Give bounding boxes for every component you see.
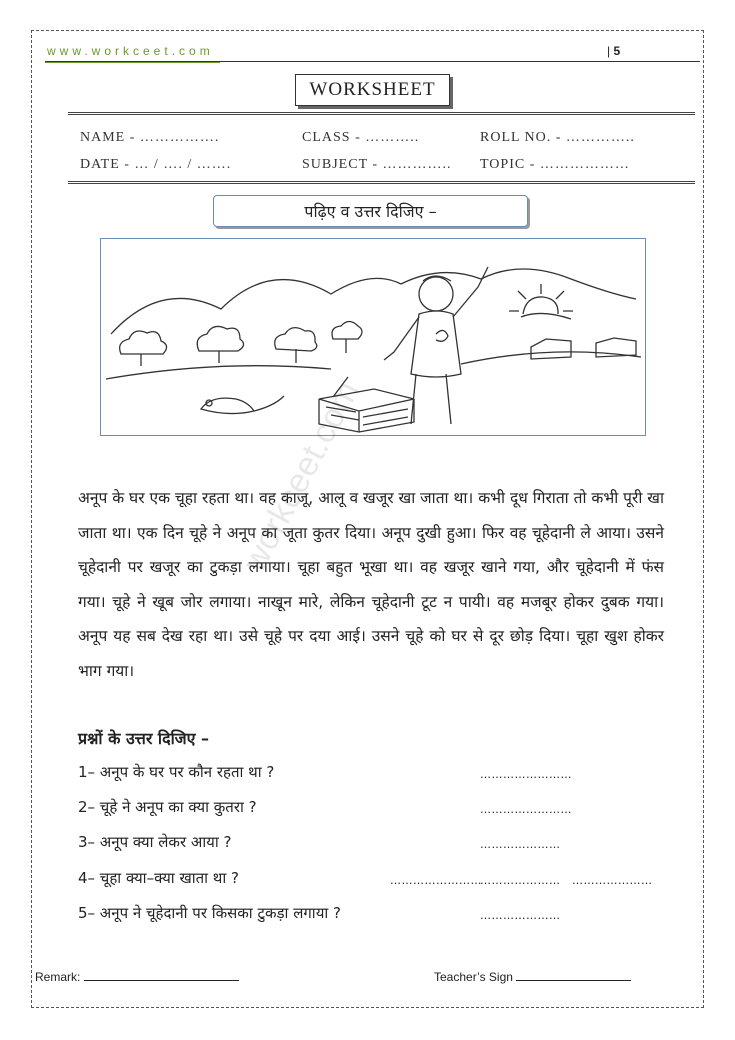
bush-4 <box>332 322 362 354</box>
class-field: CLASS - ……….. <box>302 130 420 145</box>
instruction-box: पढ़िए व उत्तर दिजिए – <box>213 195 528 227</box>
houses <box>531 338 636 359</box>
fields-top-rule <box>68 112 695 115</box>
site-underline <box>45 62 220 63</box>
question-5: 5– अनूप ने चूहेदानी पर किसका टुकड़ा लगाया ? <box>78 904 342 922</box>
bush-3 <box>275 328 317 363</box>
boy <box>384 267 488 424</box>
answer-blank-4a[interactable]: …………………… <box>390 874 482 887</box>
answer-blank-4c[interactable]: ………………… <box>572 874 653 887</box>
roll-field: ROLL NO. - ………….. <box>480 130 635 145</box>
worksheet-title: WORKSHEET <box>295 74 450 106</box>
remark-row <box>35 970 239 984</box>
watermark: workceet.com <box>235 374 368 578</box>
remark-label: Remark: <box>35 970 81 984</box>
hill-right <box>401 269 636 299</box>
story-paragraph: अनूप के घर एक चूहा रहता था। वह काजू, आलू व खजूर खा जाता था। कभी दूध गिराता तो कभी पूरी खा जाता था। एक दिन चूहे ने अनूप का जूता कुतर दिया। अनूप दुखी हुआ। फिर वह चूहेदानी ले आया। उसने चूहेदानी पर खजूर का टुकड़ा लगाया। चूहा बहुत भूखा था। वह खजूर खाने गया, और चूहेदानी में फंस गया। चूहे ने खूब जोर लगाया। नाखून मारे, लेकिन चूहेदानी टूट न पायी। वह मजबूर होकर दुबक गया। अनूप यह सब देख रहा था। उसे चूहे पर दया आई। उसने चूहे को घर से दूर छोड़ दिया। चूहा खुश होकर भाग गया। <box>78 489 664 680</box>
date-field: DATE - … / …. / ……. <box>80 157 232 172</box>
name-field: NAME - ……………. <box>80 130 220 145</box>
page-number: | 5 <box>607 44 620 58</box>
question-4: 4– चूहा क्या–क्या खाता था ? <box>78 869 240 887</box>
question-2: 2– चूहे ने अनूप का क्या कुतरा ? <box>78 798 257 816</box>
site-url[interactable]: www.workceet.com <box>47 44 214 58</box>
bush-2 <box>197 326 243 363</box>
teacher-sign-line[interactable] <box>516 970 631 981</box>
story-illustration <box>100 238 646 436</box>
answer-blank-1[interactable]: …………………… <box>480 768 572 781</box>
answer-blank-3[interactable]: ………………… <box>480 838 561 851</box>
illustration-drawing <box>101 239 644 434</box>
remark-line[interactable] <box>84 970 239 981</box>
fields-bottom-rule <box>68 181 695 184</box>
question-1: 1– अनूप के घर पर कौन रहता था ? <box>78 763 275 781</box>
answer-blank-4b[interactable]: ………………… <box>480 874 561 887</box>
subject-field: SUBJECT - ………….. <box>302 157 452 172</box>
mouse <box>201 396 284 414</box>
bush-1 <box>120 331 167 366</box>
header-rule <box>45 61 700 62</box>
topic-field: TOPIC - ……………… <box>480 157 630 172</box>
ground-line <box>106 366 331 379</box>
questions-heading: प्रश्नों के उत्तर दिजिए – <box>78 729 210 748</box>
question-3: 3– अनूप क्या लेकर आया ? <box>78 833 232 851</box>
answer-blank-5[interactable]: ………………… <box>480 909 561 922</box>
teacher-sign-row <box>434 970 631 984</box>
sun <box>509 284 573 319</box>
answer-blank-2[interactable]: …………………… <box>480 803 572 816</box>
teacher-sign-label: Teacher’s Sign <box>434 970 513 984</box>
